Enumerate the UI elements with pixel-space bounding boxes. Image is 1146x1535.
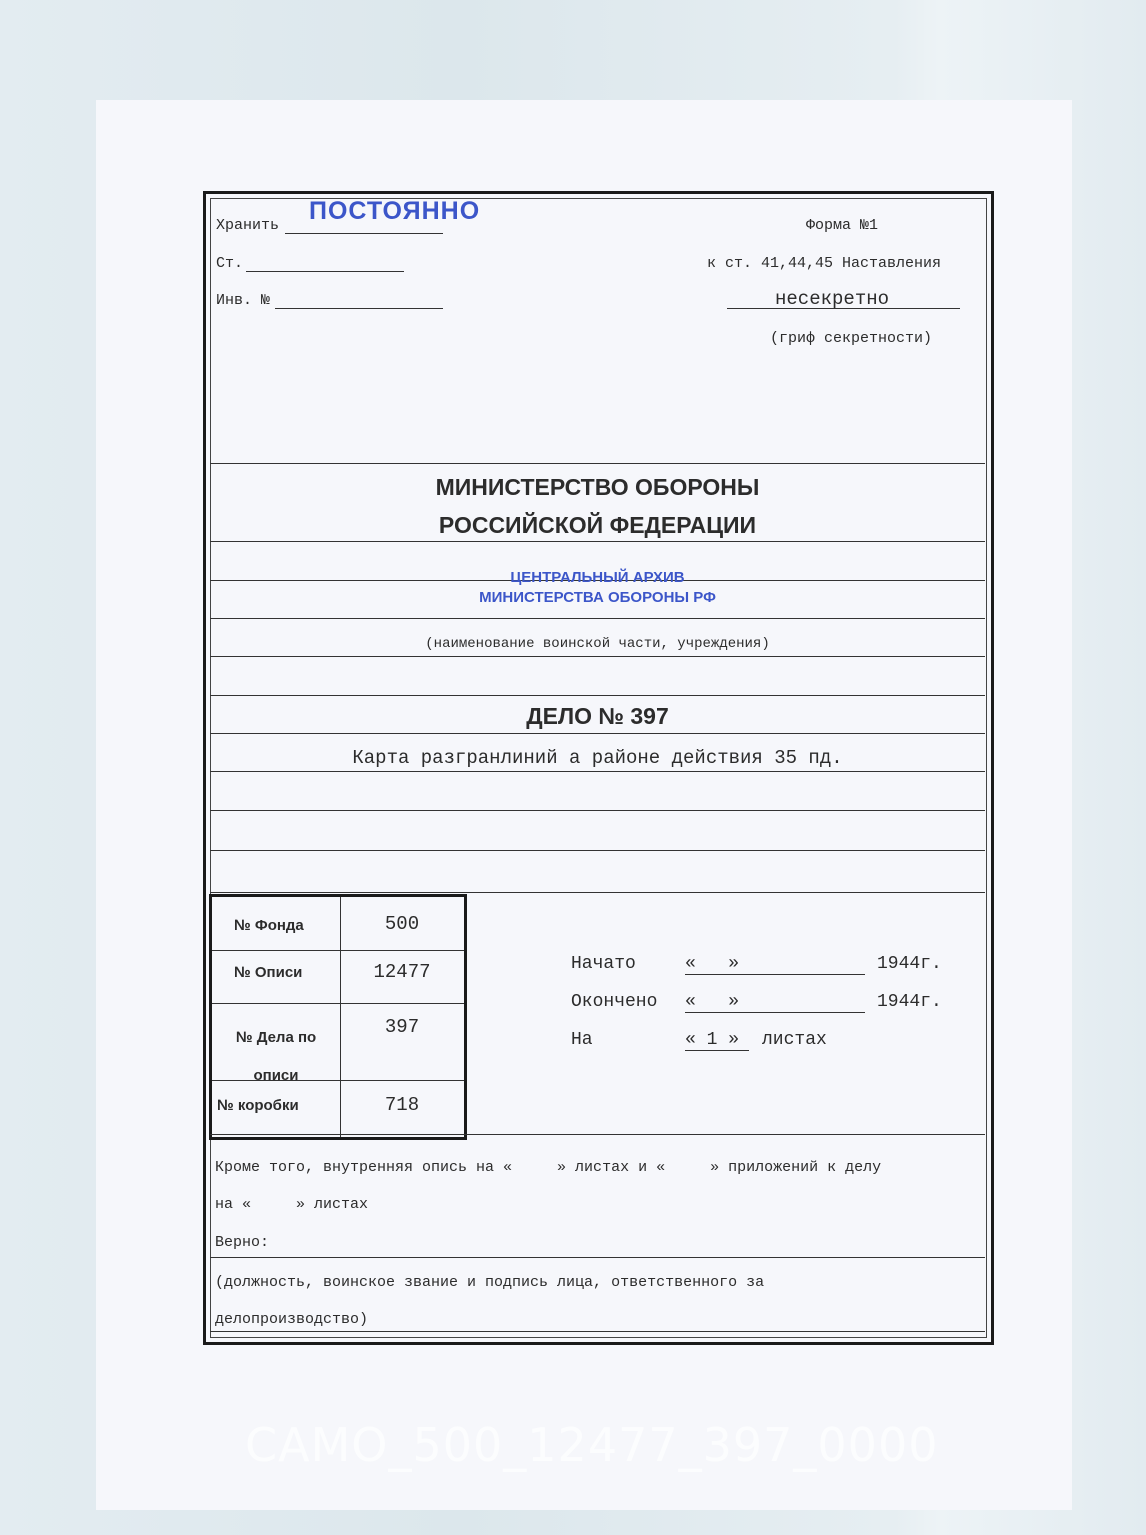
started-year: 1944г. [877, 954, 942, 974]
archive-watermark: CAMO_500_12477_397_0000 [245, 1418, 939, 1472]
registry-label: № коробки [217, 1097, 299, 1114]
verified-label: Верно: [215, 1234, 270, 1251]
keep-underline [285, 233, 443, 234]
divider [210, 656, 985, 657]
inventory-note-2: на « » листах [215, 1196, 369, 1213]
st-label: Ст. [216, 255, 244, 272]
ministry-line-2: РОССИЙСКОЙ ФЕДЕРАЦИИ [438, 512, 757, 538]
started-label: Начато [571, 954, 636, 974]
divider [210, 1331, 985, 1332]
signature-caption-2: делопроизводство) [215, 1311, 369, 1328]
case-description: Карта разгранлиний а районе действия 35 пд. [352, 747, 843, 769]
sheets-label: На [571, 1030, 593, 1050]
secrecy-caption: (гриф секретности) [770, 330, 933, 347]
started-quote: « » [685, 954, 740, 974]
divider [210, 810, 985, 811]
divider [210, 733, 985, 734]
registry-label: № Дела по описи [235, 1029, 317, 1084]
divider [210, 695, 985, 696]
ended-underline [685, 1012, 865, 1013]
sheets-suffix: листах [762, 1030, 827, 1050]
inv-underline [275, 308, 443, 309]
registry-row-divider [212, 1003, 464, 1004]
ministry-line-1: МИНИСТЕРСТВО ОБОРОНЫ [435, 474, 760, 500]
registry-row-divider [212, 950, 464, 951]
form-reference: к ст. 41,44,45 Наставления [707, 255, 942, 272]
registry-value: 718 [384, 1094, 420, 1116]
sheets-value: « 1 » [685, 1030, 740, 1050]
divider [210, 1134, 985, 1135]
divider [210, 850, 985, 851]
started-underline [685, 974, 865, 975]
ended-label: Окончено [571, 992, 658, 1012]
ended-quote: « » [685, 992, 740, 1012]
ended-year: 1944г. [877, 992, 942, 1012]
case-title: ДЕЛО № 397 [526, 703, 669, 729]
divider [210, 541, 985, 542]
registry-value: 500 [384, 913, 420, 935]
inv-label: Инв. № [216, 292, 271, 309]
st-underline [246, 271, 404, 272]
keep-label: Хранить [216, 217, 280, 234]
unit-caption: (наименование воинской части, учреждения) [425, 636, 770, 652]
registry-table [209, 894, 467, 1140]
divider [210, 771, 985, 772]
divider [210, 1257, 985, 1258]
registry-label: № Описи [234, 964, 303, 981]
archive-stamp-line-1: ЦЕНТРАЛЬНЫЙ АРХИВ [510, 569, 685, 586]
divider [210, 618, 985, 619]
registry-value: 12477 [373, 961, 431, 983]
registry-label: № Фонда [234, 917, 304, 934]
secrecy-value: несекретно [775, 288, 890, 310]
keep-stamp: ПОСТОЯННО [309, 197, 481, 225]
divider [210, 463, 985, 464]
sheets-underline [685, 1050, 749, 1051]
divider [210, 892, 985, 893]
signature-caption: (должность, воинское звание и подпись лица, ответственного за [215, 1274, 765, 1291]
registry-value: 397 [384, 1016, 420, 1038]
form-label: Форма №1 [806, 217, 879, 234]
secrecy-underline [727, 308, 960, 309]
archive-stamp-line-2: МИНИСТЕРСТВА ОБОРОНЫ РФ [479, 589, 716, 606]
inventory-note: Кроме того, внутренняя опись на « » листах и « » приложений к делу [215, 1159, 882, 1176]
